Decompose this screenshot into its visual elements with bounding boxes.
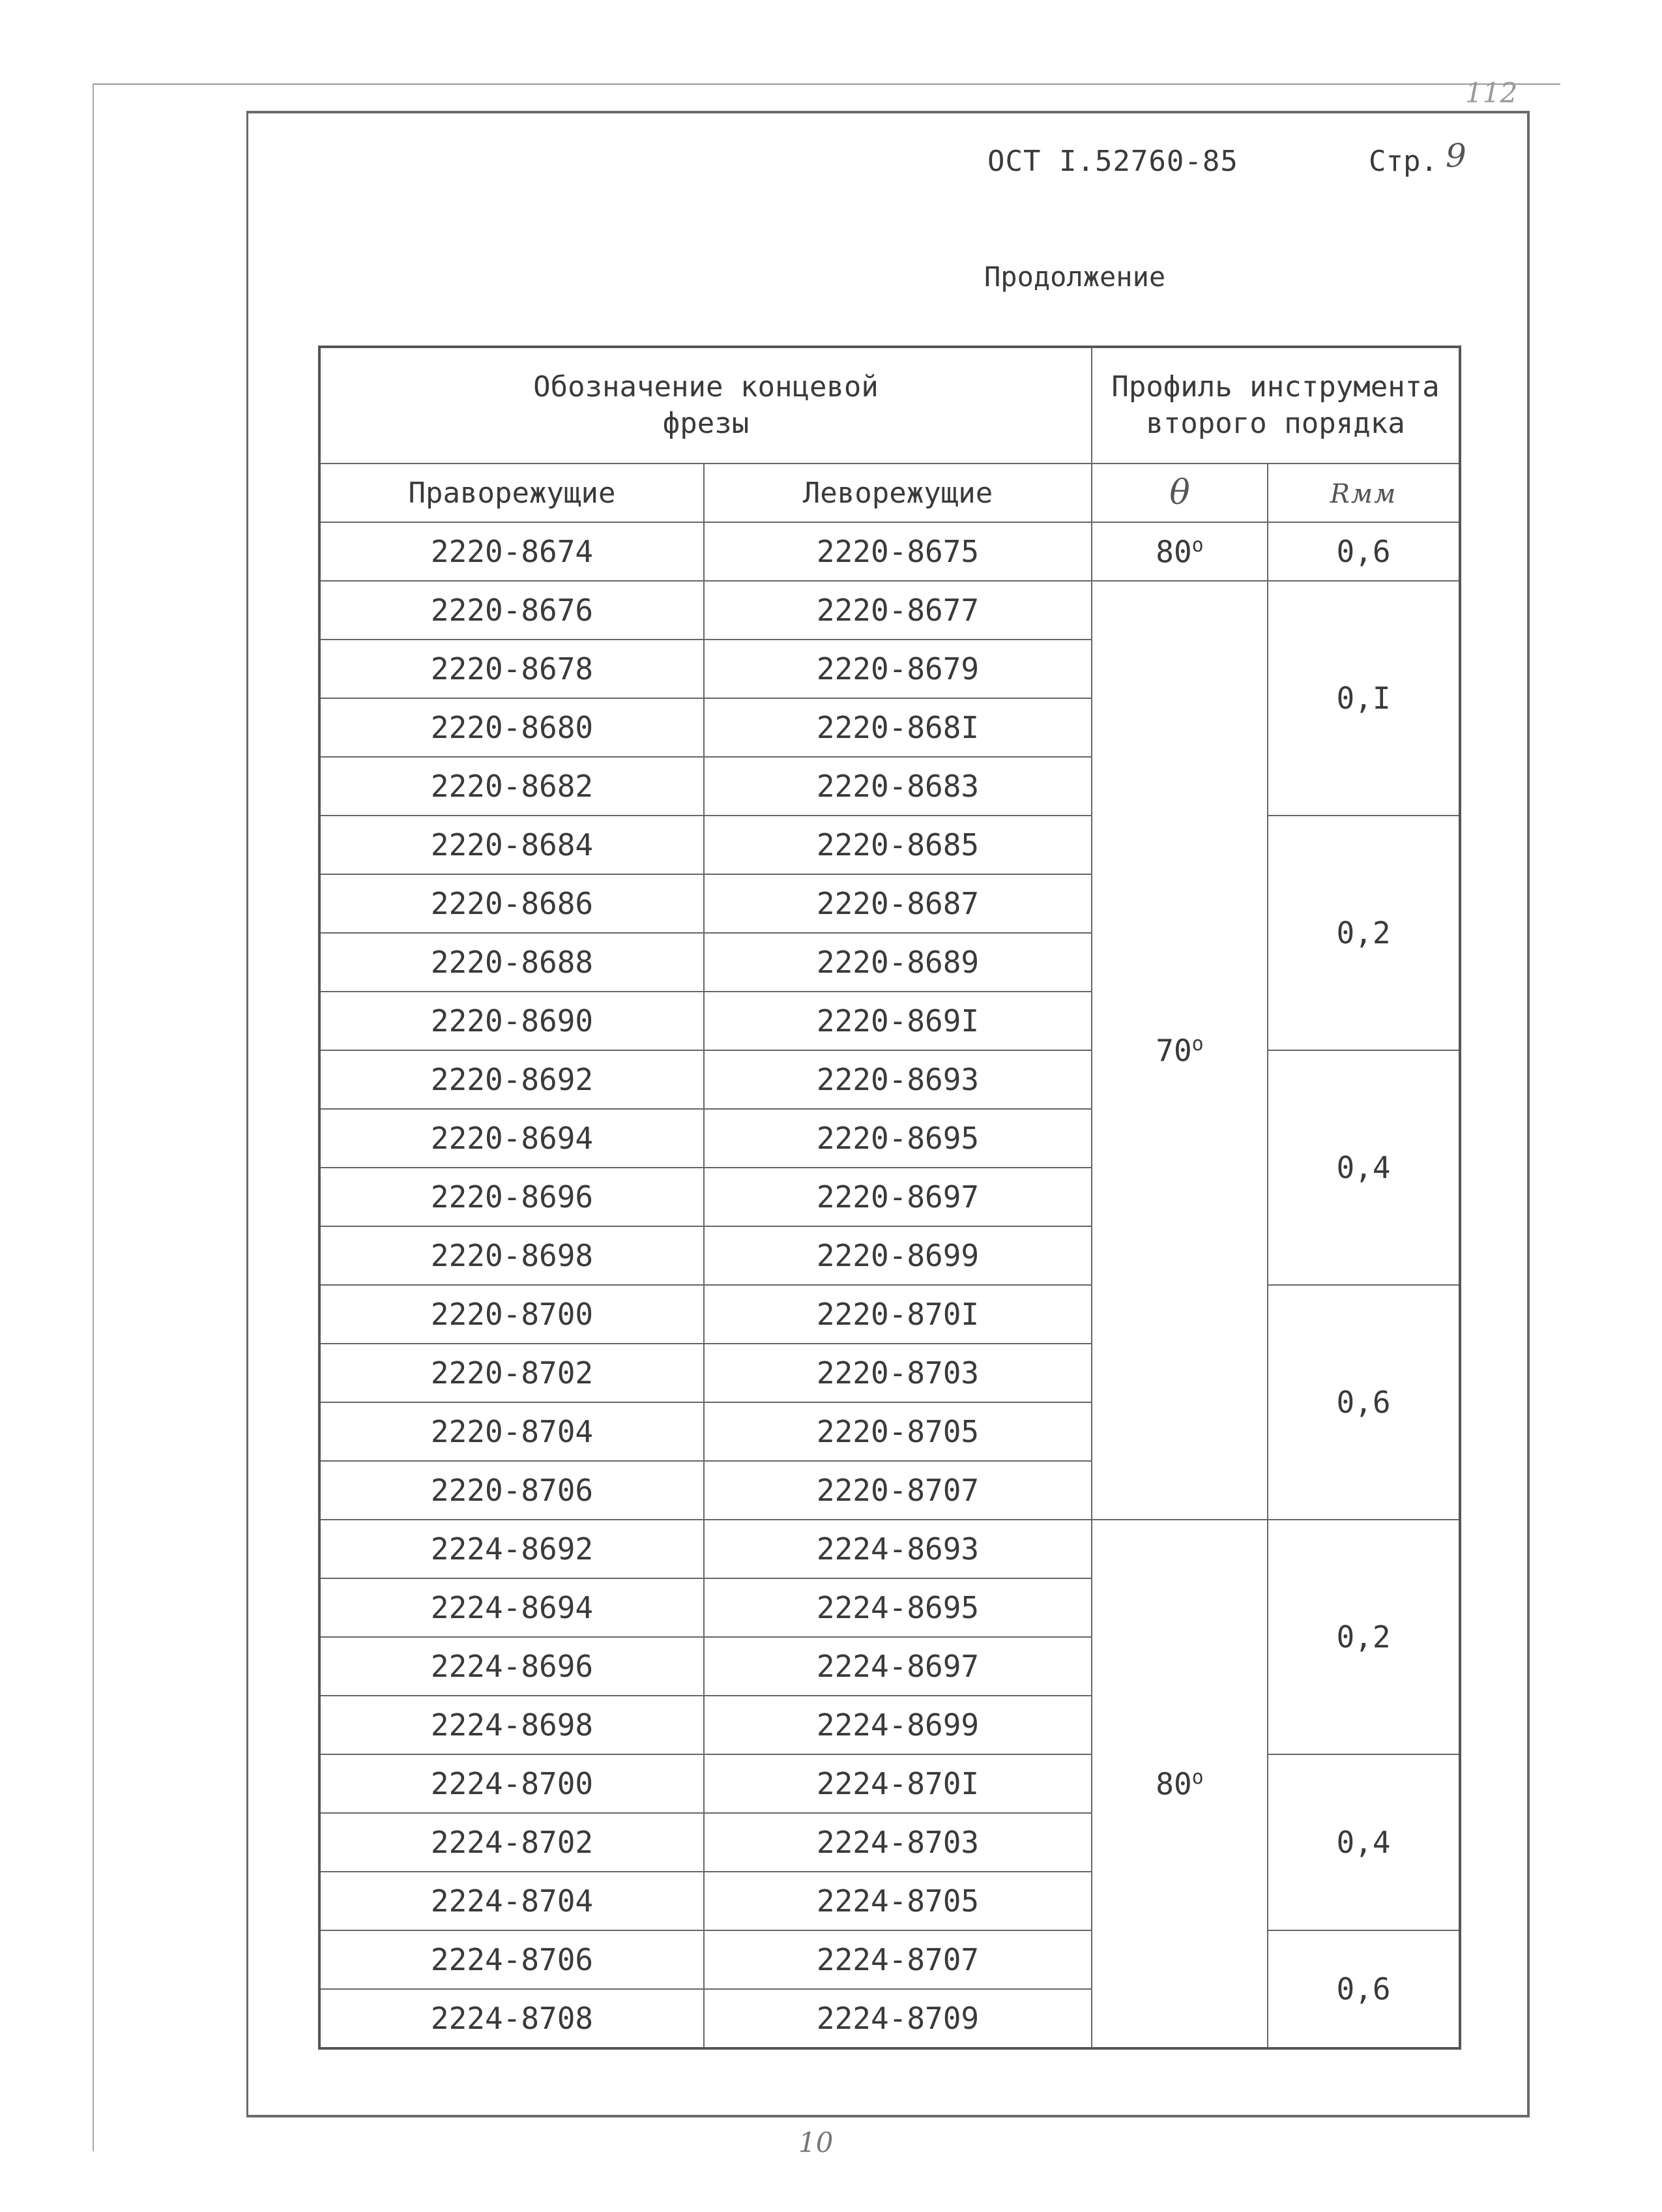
left-cutter-code: 2220-8677 bbox=[704, 581, 1092, 640]
right-cutter-code: 2220-8702 bbox=[319, 1344, 704, 1402]
radius-cell: 0,4 bbox=[1268, 1050, 1460, 1285]
right-cutter-code: 2220-8698 bbox=[319, 1226, 704, 1285]
radius-cell: 0,I bbox=[1268, 581, 1460, 816]
left-cutter-code: 2220-8689 bbox=[704, 933, 1092, 992]
table-row bbox=[319, 1050, 1460, 1109]
right-cutter-code: 2220-8704 bbox=[319, 1402, 704, 1461]
table-row bbox=[319, 522, 1460, 581]
degree-mark: o bbox=[1191, 533, 1204, 557]
right-cutter-code: 2224-8702 bbox=[319, 1813, 704, 1872]
left-cutter-code: 2224-8699 bbox=[704, 1696, 1092, 1754]
left-cutter-code: 2220-8705 bbox=[704, 1402, 1092, 1461]
right-cutter-code: 2220-8678 bbox=[319, 640, 704, 698]
theta-value: 80 bbox=[1156, 1766, 1192, 1802]
left-cutter-code: 2220-870I bbox=[704, 1285, 1092, 1344]
left-cutter-code: 2220-8679 bbox=[704, 640, 1092, 698]
continuation-title: Продолжение bbox=[984, 261, 1166, 293]
header-theta: θ bbox=[1092, 464, 1268, 522]
right-cutter-code: 2224-8694 bbox=[319, 1578, 704, 1637]
radius-cell: 0,6 bbox=[1268, 522, 1460, 581]
theta-value: 80 bbox=[1156, 534, 1192, 570]
table-row bbox=[319, 816, 1460, 874]
right-cutter-code: 2220-8688 bbox=[319, 933, 704, 992]
right-cutter-code: 2224-8696 bbox=[319, 1637, 704, 1696]
left-cutter-code: 2220-8699 bbox=[704, 1226, 1092, 1285]
right-cutter-code: 2224-8698 bbox=[319, 1696, 704, 1754]
radius-cell: 0,6 bbox=[1268, 1930, 1460, 2048]
left-cutter-code: 2224-8703 bbox=[704, 1813, 1092, 1872]
radius-cell: 0,4 bbox=[1268, 1754, 1460, 1930]
table-row bbox=[319, 1754, 1460, 1813]
left-cutter-code: 2224-8697 bbox=[704, 1637, 1092, 1696]
left-cutter-code: 2220-869I bbox=[704, 992, 1092, 1050]
table-row bbox=[319, 1930, 1460, 1989]
cutter-table bbox=[318, 346, 1461, 2050]
corner-number: 112 bbox=[1465, 77, 1518, 109]
document-code: ОСТ I.52760-85 bbox=[987, 145, 1238, 178]
degree-mark: o bbox=[1191, 1765, 1204, 1789]
left-cutter-code: 2220-868I bbox=[704, 698, 1092, 757]
right-cutter-code: 2220-8696 bbox=[319, 1168, 704, 1226]
left-cutter-code: 2224-8707 bbox=[704, 1930, 1092, 1989]
header-radius: Rмм bbox=[1268, 464, 1460, 522]
radius-cell: 0,2 bbox=[1268, 816, 1460, 1050]
theta-value: 70 bbox=[1156, 1033, 1192, 1069]
page-label: Стр. bbox=[1369, 145, 1438, 178]
right-cutter-code: 2220-8706 bbox=[319, 1461, 704, 1520]
left-cutter-code: 2220-8707 bbox=[704, 1461, 1092, 1520]
theta-angle-cell bbox=[1092, 581, 1268, 1520]
header-tool-profile: Профиль инструмента второго порядка bbox=[1092, 347, 1460, 464]
right-cutter-code: 2220-8684 bbox=[319, 816, 704, 874]
left-cutter-code: 2220-8683 bbox=[704, 757, 1092, 816]
right-cutter-code: 2224-8700 bbox=[319, 1754, 704, 1813]
right-cutter-code: 2220-8676 bbox=[319, 581, 704, 640]
left-cutter-code: 2224-8693 bbox=[704, 1520, 1092, 1578]
theta-angle-cell bbox=[1092, 522, 1268, 581]
right-cutter-code: 2224-8708 bbox=[319, 1989, 704, 2048]
right-cutter-code: 2224-8704 bbox=[319, 1872, 704, 1930]
radius-cell: 0,6 bbox=[1268, 1285, 1460, 1520]
right-cutter-code: 2220-8686 bbox=[319, 874, 704, 933]
header-left-cutting: Леворежущие bbox=[704, 464, 1092, 522]
left-cutter-code: 2220-8693 bbox=[704, 1050, 1092, 1109]
left-cutter-code: 2220-8697 bbox=[704, 1168, 1092, 1226]
table-row bbox=[319, 1285, 1460, 1344]
left-cutter-code: 2224-8695 bbox=[704, 1578, 1092, 1637]
right-cutter-code: 2224-8706 bbox=[319, 1930, 704, 1989]
left-cutter-code: 2220-8703 bbox=[704, 1344, 1092, 1402]
right-cutter-code: 2220-8692 bbox=[319, 1050, 704, 1109]
left-cutter-code: 2224-8705 bbox=[704, 1872, 1092, 1930]
right-cutter-code: 2220-8700 bbox=[319, 1285, 704, 1344]
left-cutter-code: 2220-8687 bbox=[704, 874, 1092, 933]
right-cutter-code: 2220-8694 bbox=[319, 1109, 704, 1168]
right-cutter-code: 2220-8690 bbox=[319, 992, 704, 1050]
theta-angle-cell bbox=[1092, 1520, 1268, 2048]
degree-mark: o bbox=[1191, 1032, 1204, 1055]
right-cutter-code: 2220-8680 bbox=[319, 698, 704, 757]
footer-number: 10 bbox=[798, 2127, 834, 2159]
left-cutter-code: 2220-8695 bbox=[704, 1109, 1092, 1168]
left-cutter-code: 2224-8709 bbox=[704, 1989, 1092, 2048]
left-cutter-code: 2224-870I bbox=[704, 1754, 1092, 1813]
right-cutter-code: 2220-8674 bbox=[319, 522, 704, 581]
table-row bbox=[319, 581, 1460, 640]
header-right-cutting: Праворежущие bbox=[319, 464, 704, 522]
table-row bbox=[319, 1520, 1460, 1578]
right-cutter-code: 2224-8692 bbox=[319, 1520, 704, 1578]
left-cutter-code: 2220-8675 bbox=[704, 522, 1092, 581]
header-cutter-designation: Обозначение концевой фрезы bbox=[319, 347, 1092, 464]
radius-cell: 0,2 bbox=[1268, 1520, 1460, 1754]
right-cutter-code: 2220-8682 bbox=[319, 757, 704, 816]
left-cutter-code: 2220-8685 bbox=[704, 816, 1092, 874]
page-number: 9 bbox=[1446, 137, 1466, 175]
